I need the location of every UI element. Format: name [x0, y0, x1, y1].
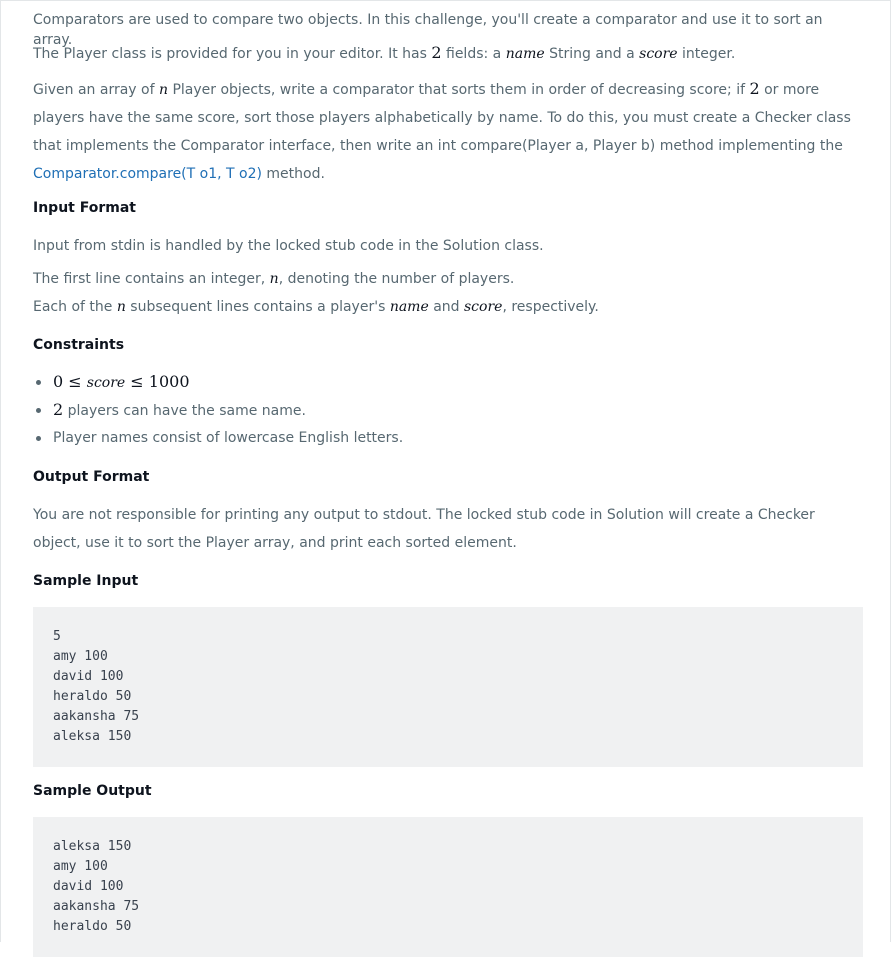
text: Given an array of [33, 82, 159, 98]
code-line: aakansha 75 [53, 899, 140, 914]
math-number: 1000 [148, 372, 190, 391]
sample-output-heading: Sample Output [33, 783, 152, 799]
input-format-line-3 [33, 297, 599, 317]
math-score: score [86, 375, 126, 391]
code-line: aleksa 150 [53, 729, 132, 744]
text: and [428, 299, 464, 315]
constraint-item [33, 368, 403, 396]
code-line: david 100 [53, 879, 124, 894]
constraint-item [33, 396, 403, 424]
output-format-text: You are not responsible for printing any output to stdout. The locked stub code in Solution will create a Checker object, use it to sort the Player array, and print each sorted element. [33, 507, 815, 551]
constraints-list [33, 368, 403, 452]
sample-output-block [33, 817, 863, 957]
math-number: 2 [431, 43, 442, 62]
text: subsequent lines contains a player's [125, 299, 390, 315]
math-number: 2 [53, 400, 64, 419]
text: method. [261, 166, 325, 182]
input-format-line-2 [33, 269, 514, 289]
intro-line-2 [33, 43, 735, 64]
text: integer. [677, 46, 736, 62]
math-name: name [505, 46, 545, 62]
input-format-heading: Input Format [33, 200, 136, 216]
text: players can have the same name. [63, 403, 306, 419]
math-n: n [158, 82, 168, 98]
code-line: heraldo 50 [53, 689, 132, 704]
text: String and a [544, 46, 640, 62]
text: fields: a [441, 46, 506, 62]
math-le: ≤ [63, 372, 87, 391]
text: The first line contains an integer, [33, 271, 270, 287]
intro-paragraph-3 [33, 75, 865, 188]
code-line: aleksa 150 [53, 839, 132, 854]
math-n: n [269, 271, 279, 287]
sample-input-block [33, 607, 863, 767]
text: Player objects, write a comparator that sorts them in order of decreasing score; if [168, 82, 750, 98]
text: , denoting the number of players. [278, 271, 515, 287]
math-name: name [389, 299, 429, 315]
output-format-heading: Output Format [33, 469, 150, 485]
code-line: amy 100 [53, 649, 108, 664]
intro-line-1: Comparators are used to compare two objects. In this challenge, you'll create a comparator and use it to sort an array. [33, 12, 823, 48]
text: The Player class is provided for you in your editor. It has [33, 46, 432, 62]
math-number: 2 [749, 79, 760, 98]
math-le: ≤ [125, 372, 149, 391]
sample-input-heading: Sample Input [33, 573, 139, 589]
text: , respectively. [502, 299, 599, 315]
math-number: 0 [53, 372, 64, 391]
math-score: score [464, 299, 503, 315]
math-score: score [639, 46, 678, 62]
text: Player names consist of lowercase English letters. [53, 430, 404, 446]
text: Each of the [33, 299, 117, 315]
comparator-compare-link[interactable]: Comparator.compare(T o1, T o2) [33, 166, 262, 182]
code-line: david 100 [53, 669, 124, 684]
code-line: heraldo 50 [53, 919, 132, 934]
input-format-line-1: Input from stdin is handled by the locked stub code in the Solution class. [33, 238, 544, 254]
code-line: amy 100 [53, 859, 108, 874]
constraints-heading: Constraints [33, 337, 125, 353]
constraint-item [33, 424, 403, 452]
code-line: 5 [53, 629, 61, 644]
text: or more players have the same score, sort those players alphabetically by name. To do this, you must create a Checker class that implements the Comparator interface, then write an int compare(Player a, Player b) method implementing the [33, 82, 851, 154]
code-line: aakansha 75 [53, 709, 140, 724]
math-n: n [116, 299, 126, 315]
